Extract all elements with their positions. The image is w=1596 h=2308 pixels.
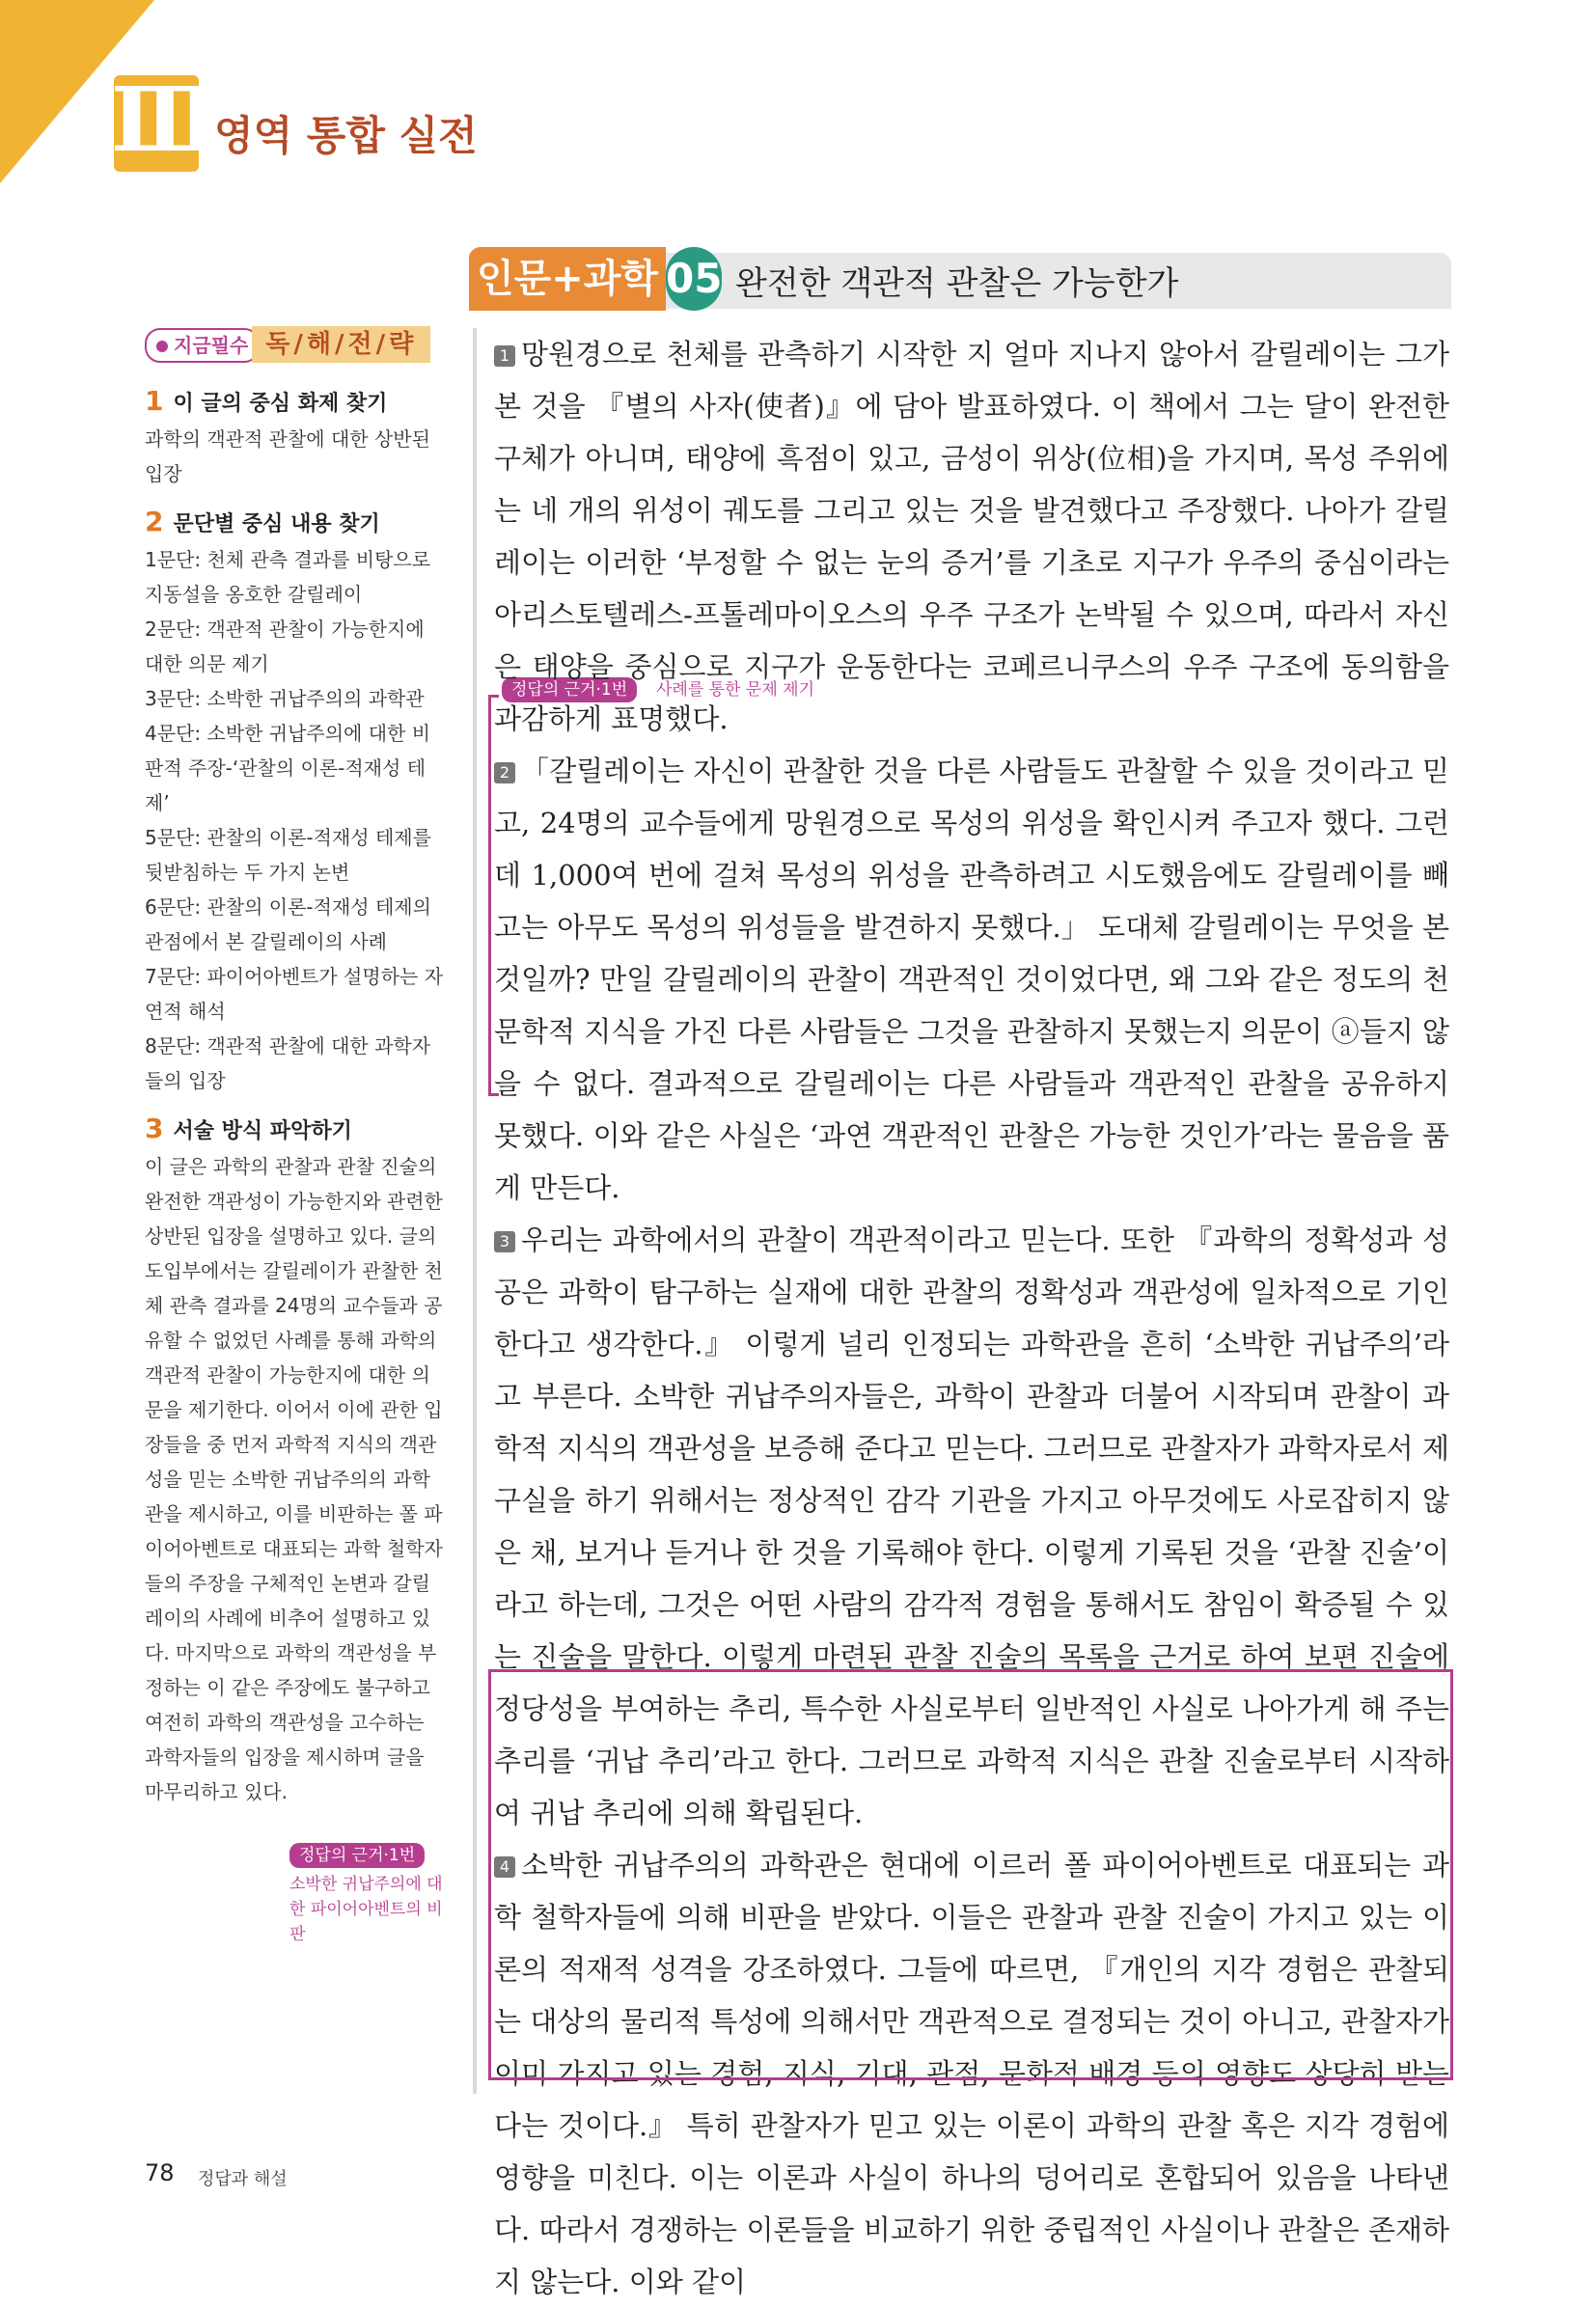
reading-strategy-column xyxy=(145,326,444,1809)
answer-basis-note: 사례를 통한 문제 제기 xyxy=(656,680,815,700)
question-3-body: 이 글은 과학의 관찰과 관찰 진술의 완전한 객관성이 가능한지와 관련한 상반된 입장을 설명하고 있다. 글의 도입부에서는 갈릴레이가 관찰한 천체 관측 결과를 24명의 교수들과 공유할 수 없었던 사례를 통해 과학의 객관적 관찰이 가능한지에 대한 의문을 제기한다. 이어서 이에 관한 입장들을 중 먼저 과학적 지식의 객관성을 믿는 소박한 귀납주의의 과학관을 제시하고, 이를 비판하는 폴 파이어아벤트로 대표되는 과학 철학자들의 주장을 구체적인 논변과 갈릴레이의 사례에 비추어 설명하고 있다. 마지막으로 과학의 객관성을 부정하는 이 같은 주장에도 불구하고 여전히 과학의 객관성을 고수하는 과학자들의 입장을 제시하며 글을 마무리하고 있다. xyxy=(145,1155,443,1803)
paragraph-2-bracket xyxy=(488,695,499,1096)
section-title: 완전한 객관적 관찰은 가능한가 xyxy=(735,264,1179,303)
paragraph-number: 4 xyxy=(494,1856,515,1878)
paragraph-summary: 5문단: 관찰의 이론-적재성 테제를 뒷받침하는 두 가지 논변 xyxy=(145,826,431,884)
paragraph-summary: 1문단: 천체 관측 결과를 비탕으로 지동설을 옹호한 갈릴레이 xyxy=(145,548,431,606)
strategy-pill: 지금필수 xyxy=(145,328,260,363)
paragraph-number: 3 xyxy=(494,1231,515,1252)
page-label: 정답과 해설 xyxy=(198,2169,288,2189)
paragraph-summary: 7문단: 파이어아벤트가 설명하는 자연적 해석 xyxy=(145,965,444,1023)
paragraph-2: 2 「갈릴레이는 자신이 관찰한 것을 다른 사람들도 관찰할 수 있을 것이라고 믿고, 24명의 교수들에게 망원경으로 목성의 위성을 확인시켜 주고자 했다. 그런데 1,000여 번에 걸쳐 목성의 위성을 관측하려고 시도했음에도 갈릴레이를 빼고는 아무도 목성의 위성들을 발견하지 못했다.」 도대체 갈릴레이는 무엇을 본 것일까? 만일 갈릴레이의 관찰이 객관적인 것이었다면, 왜 그와 같은 정도의 천문학적 지식을 가진 다른 사람들은 그것을 관찰하지 못했는지 의문이 ⓐ들지 않을 수 없다. 결과적으로 갈릴레이는 다른 사람들과 객관적인 관찰을 공유하지 못했다. 이와 같은 사실은 ‘과연 객관적인 관찰은 가능한 것인가’라는 물음을 품게 만든다. xyxy=(494,755,1449,1204)
paragraph-summary: 2문단: 객관적 관찰이 가능한지에 대한 의문 제기 xyxy=(145,618,425,675)
paragraph-4: 4 소박한 귀납주의의 과학관은 현대에 이르러 폴 파이어아벤트로 대표되는 과학 철학자들에 의해 비판을 받았다. 이들은 관찰과 관찰 진술이 가지고 있는 이론의 적재적 성격을 강조하였다. 그들에 따르면, 『개인의 지각 경험은 관찰되는 대상의 물리적 특성에 의해서만 객관적으로 결정되는 것이 아니고, 관찰자가 이미 가지고 있는 경험, 지식, 기대, 관점, 문화적 배경 등의 영향도 상당히 받는다는 것이다.』 특히 관찰자가 믿고 있는 이론이 과학의 관찰 혹은 지각 경험에 영향을 미친다. 이는 이론과 사실이 하나의 덩어리로 혼합되어 있음을 나타낸다. 따라서 경쟁하는 이론들을 비교하기 위한 중립적인 사실이나 관찰은 존재하지 않는다. 이와 같이 xyxy=(494,1849,1449,2298)
answer-basis-note: 소박한 귀납주의에 대한 파이어아벤트의 비판 xyxy=(289,1875,443,1944)
bullet-icon xyxy=(156,341,168,352)
paragraph-summary: 8문단: 객관적 관찰에 대한 과학자들의 입장 xyxy=(145,1034,431,1092)
paragraph-4-box xyxy=(488,1669,1453,2080)
passage-side-rule xyxy=(473,328,477,2094)
paragraph-summary: 4문단: 소박한 귀납주의에 대한 비판적 주장-‘관찰의 이론-적재성 테제’ xyxy=(145,722,431,814)
chapter-number: Ⅲ xyxy=(111,68,214,172)
section-number: 05 xyxy=(666,247,722,311)
strategy-title: 독/해/전/략 xyxy=(252,326,430,363)
answer-basis-tag: 정답의 근거·1번 xyxy=(289,1843,425,1868)
paragraph-number: 2 xyxy=(494,762,515,783)
section-tag: 인문+과학 xyxy=(469,247,666,311)
question-1-head: 1 이 글의 중심 화제 찾기 xyxy=(145,385,388,417)
paragraph-summary: 3문단: 소박한 귀납주의의 과학관 xyxy=(145,687,425,710)
paragraph-3: 3 우리는 과학에서의 관찰이 객관적이라고 믿는다. 또한 『과학의 정확성과 성공은 과학이 탐구하는 실재에 대한 관찰의 정확성과 객관성에 일차적으로 기인한다고 생각한다.』 이렇게 널리 인정되는 과학관을 흔히 ‘소박한 귀납주의’라고 부른다. 소박한 귀납주의자들은, 과학이 관찰과 더불어 시작되며 관찰이 과학적 지식의 객관성을 보증해 준다고 믿는다. 그러므로 관찰자가 과학자로서 제구실을 하기 위해서는 정상적인 감각 기관을 가지고 아무것에도 사로잡히지 않은 채, 보거나 듣거나 한 것을 기록해야 한다. 이렇게 기록된 것을 ‘관찰 진술’이라고 하는데, 그것은 어떤 사람의 감각적 경험을 통해서도 참임이 확증될 수 있는 진술을 말한다. 이렇게 마련된 관찰 진술의 목록을 근거로 하여 보편 진술에 정당성을 부여하는 추리, 특수한 사실로부터 일반적인 사실로 나아가게 해 주는 추리를 ‘귀납 추리’라고 한다. 그러므로 과학적 지식은 관찰 진술로부터 시작하여 귀납 추리에 의해 확립된다. xyxy=(494,1223,1449,1829)
answer-basis-tag: 정답의 근거·1번 xyxy=(502,677,637,702)
paragraph-number: 1 xyxy=(494,345,515,367)
question-3-head: 3 서술 방식 파악하기 xyxy=(145,1113,352,1144)
question-1-body: 과학의 객관적 관찰에 대한 상반된 입장 xyxy=(145,427,430,485)
page-number: 78 xyxy=(145,2159,175,2186)
question-2-head: 2 문단별 중심 내용 찾기 xyxy=(145,506,380,537)
chapter-title: 영역 통합 실전 xyxy=(214,112,478,159)
paragraph-1: 1 망원경으로 천체를 관측하기 시작한 지 얼마 지나지 않아서 갈릴레이는 그가 본 것을 『별의 사자(使者)』에 담아 발표하였다. 이 책에서 그는 달이 완전한 구체가 아니며, 태양에 흑점이 있고, 금성이 위상(位相)을 가지며, 목성 주위에는 네 개의 위성이 궤도를 그리고 있는 것을 발견했다고 주장했다. 나아가 갈릴레이는 이러한 ‘부정할 수 없는 눈의 증거’를 기초로 지구가 우주의 중심이라는 아리스토텔레스-프톨레마이오스의 우주 구조가 논박될 수 있으며, 따라서 자신은 태양을 중심으로 지구가 운동한다는 코페르니쿠스의 우주 구조에 동의함을 과감하게 표명했다. xyxy=(494,338,1449,735)
strategy-header xyxy=(145,326,444,363)
paragraph-summary: 6문단: 관찰의 이론-적재성 테제의 관점에서 본 갈릴레이의 사례 xyxy=(145,895,431,953)
